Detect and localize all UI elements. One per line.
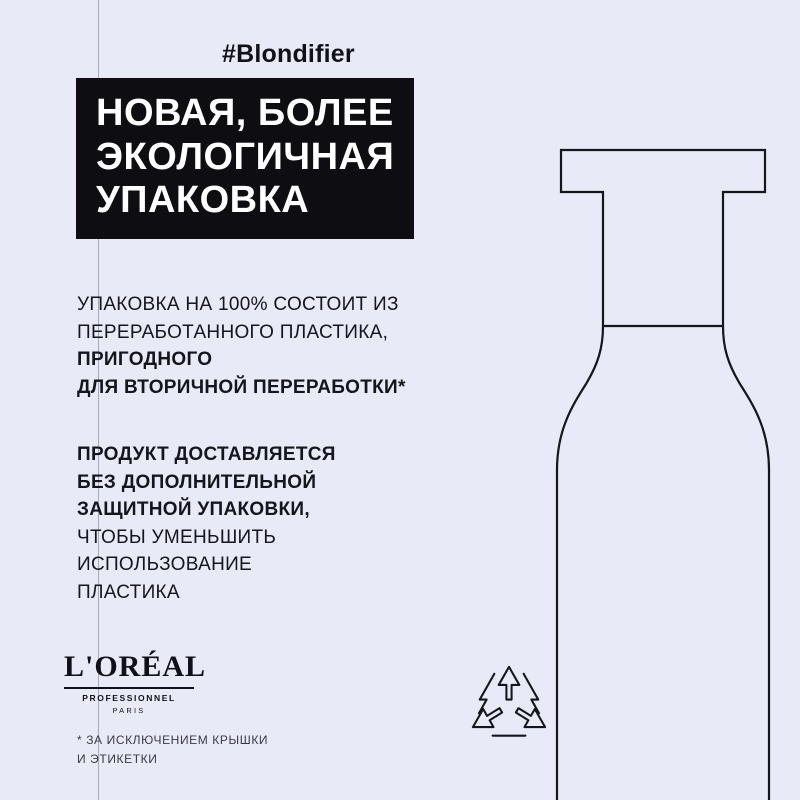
headline-line-2: ЭКОЛОГИЧНАЯ xyxy=(96,135,395,178)
campaign-hashtag: #Blondifier xyxy=(222,40,355,68)
footnote-line-1: * ЗА ИСКЛЮЧЕНИЕМ КРЫШКИ xyxy=(77,733,269,747)
headline-line-3: УПАКОВКА xyxy=(96,179,310,222)
paragraph-recycled-plastic xyxy=(77,291,406,401)
paragraph2-line-1: ПРОДУКТ ДОСТАВЛЯЕТСЯ xyxy=(77,444,336,465)
paragraph2-line-5: ИСПОЛЬЗОВАНИЕ xyxy=(77,554,253,576)
headline-line-1: НОВАЯ, БОЛЕЕ xyxy=(96,92,394,134)
paragraph1-line-2: ПЕРЕРАБОТАННОГО ПЛАСТИКА, xyxy=(77,321,389,343)
logo-subtitle: PROFESSIONNEL xyxy=(82,693,176,703)
paragraph2-line-4: ЧТОБЫ УМЕНЬШИТЬ xyxy=(77,526,277,548)
logo-city: PARIS xyxy=(112,706,146,715)
paragraph1-line-3: ПРИГОДНОГО xyxy=(77,349,213,371)
footnote xyxy=(77,731,268,769)
paragraph-no-extra-packaging xyxy=(77,441,336,606)
logo-brand-name: L'ORÉAL xyxy=(64,650,207,683)
loreal-professionnel-logo xyxy=(64,650,207,715)
paragraph1-line-1: УПАКОВКА НА 100% СОСТОИТ ИЗ xyxy=(77,294,399,315)
logo-divider xyxy=(64,687,194,689)
paragraph2-line-2: БЕЗ ДОПОЛНИТЕЛЬНОЙ xyxy=(77,471,317,493)
paragraph1-line-4: ДЛЯ ВТОРИЧНОЙ ПЕРЕРАБОТКИ* xyxy=(77,376,406,398)
footnote-line-2: И ЭТИКЕТКИ xyxy=(77,752,158,767)
recycle-icon xyxy=(466,660,552,746)
headline-block xyxy=(76,78,414,239)
paragraph2-line-6: ПЛАСТИКА xyxy=(77,581,180,603)
paragraph2-line-3: ЗАЩИТНОЙ УПАКОВКИ, xyxy=(77,499,310,521)
